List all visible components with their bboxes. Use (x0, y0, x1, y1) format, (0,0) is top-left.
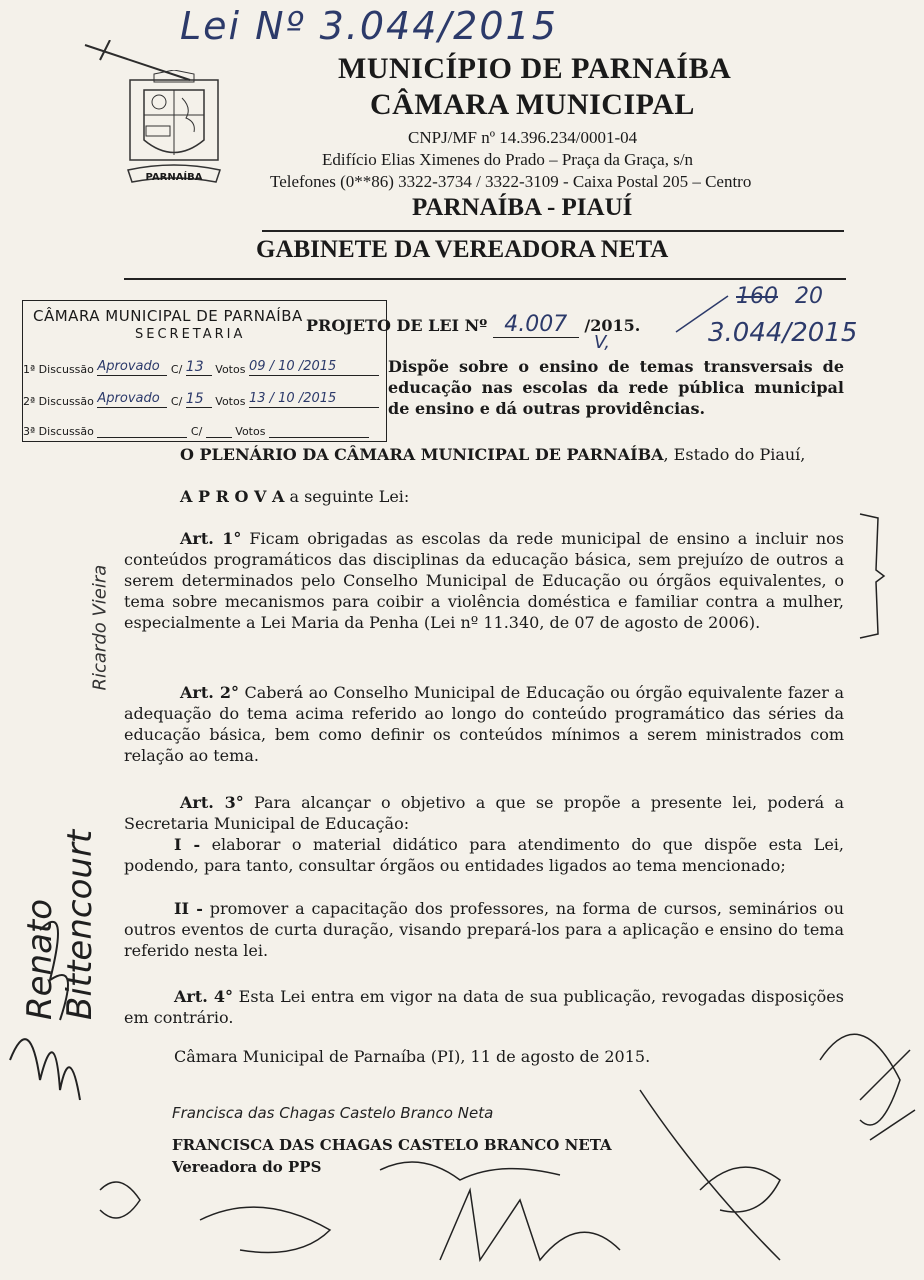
row2-votes: 13 / 10 /2015 (249, 391, 379, 408)
header-address: Edifício Elias Ximenes do Prado – Praça da Graça, s/n (322, 150, 694, 169)
article-4-label: Art. 4° (174, 987, 234, 1006)
handwritten-law-number: 3.044/2015 (708, 318, 858, 348)
project-prefix: PROJETO DE LEI Nº (306, 316, 488, 335)
row1-label: 1ª Discussão (23, 363, 94, 376)
new-number: 20 (795, 284, 823, 309)
seal-banner-text: PARNAÍBA (145, 172, 203, 183)
plenary-rest: , Estado do Piauí, (663, 445, 806, 464)
date-line: Câmara Municipal de Parnaíba (PI), 11 de agosto de 2015. (174, 1047, 651, 1066)
row1-count-label: C/ (170, 363, 183, 376)
handwritten-v-mark: V, (594, 332, 610, 353)
stamp-title: CÂMARA MUNICIPAL DE PARNAÍBA (33, 307, 303, 325)
header-municipality: MUNICÍPIO DE PARNAÍBA (338, 52, 732, 85)
item-1-text: elaborar o material didático para atendimento do que dispõe esta Lei, podendo, para tanto, consultar órgãos ou entidades ligados ao tema mencionado; (124, 835, 844, 875)
row1-count: 13 (186, 359, 212, 376)
project-suffix: /2015. (584, 316, 641, 335)
handwritten-margin-name-2: Ricardo Vieira (89, 564, 111, 691)
row2-votes-label: Votos (215, 395, 246, 408)
article-1-label: Art. 1° (180, 529, 242, 548)
project-number: 4.007 (493, 312, 579, 338)
header-cnpj: CNPJ/MF nº 14.396.234/0001-04 (408, 128, 638, 147)
project-summary: Dispõe sobre o ensino de temas transversais de educação nas escolas da rede pública municipal de ensino e dá outras providências. (388, 357, 844, 418)
handwritten-signature-name: Francisca das Chagas Castelo Branco Neta (172, 1104, 494, 1122)
header-phones: Telefones (0**86) 3322-3734 / 3322-3109 - Caixa Postal 205 – Centro (270, 172, 752, 191)
row1-votes: 09 / 10 /2015 (249, 359, 379, 376)
row3-count-label: C/ (190, 425, 203, 438)
row1-text: Aprovado (97, 359, 167, 376)
plenary-bold: O PLENÁRIO DA CÂMARA MUNICIPAL DE PARNAÍBA (180, 445, 664, 464)
item-2-label: II - (174, 899, 203, 918)
row2-text: Aprovado (97, 391, 167, 408)
row3-label: 3ª Discussão (23, 425, 94, 438)
handwritten-margin-name-1: Renato Bittencourt (20, 829, 100, 1020)
stamp-subtitle: SECRETARIA (135, 327, 246, 342)
handwritten-law-title: Lei Nº 3.044/2015 (180, 4, 558, 48)
approves-bold: A P R O V A (180, 487, 285, 506)
article-2-label: Art. 2° (180, 683, 239, 702)
article-3-text: Para alcançar o objetivo a que se propõe a presente lei, poderá a Secretaria Municipal de Educação: (124, 793, 844, 833)
row1-votes-label: Votos (215, 363, 246, 376)
row3-votes-label: Votos (235, 425, 266, 438)
header-city: PARNAÍBA - PIAUÍ (412, 194, 633, 221)
item-1-label: I - (174, 835, 201, 854)
article-3-label: Art. 3° (180, 793, 244, 812)
article-2-text: Caberá ao Conselho Municipal de Educação ou órgão equivalente fazer a adequação do tema acima referido ao longo do conteúdo programático das séries da educação básica, bem como definir os conteúdos mínimos a serem ministrados com relação ao tema. (124, 683, 844, 765)
row2-count-label: C/ (170, 395, 183, 408)
row2-count: 15 (186, 391, 212, 408)
signatory-name: FRANCISCA DAS CHAGAS CASTELO BRANCO NETA (172, 1136, 612, 1154)
article-1-text: Ficam obrigadas as escolas da rede municipal de ensino a incluir nos conteúdos programáticos das disciplinas da educação básica, sem prejuízo de outros a serem determinados pelo Conselho Municipal de Educação ou órgãos equivalentes, o tema sobre mecanismos para coibir a violência doméstica e familiar contra a mulher, especialmente a Lei Maria da Penha (Lei nº 11.340, de 07 de agosto de 2006). (124, 529, 845, 632)
approves-rest: a seguinte Lei: (284, 487, 410, 506)
struck-number: 160 (736, 284, 778, 309)
article-4-text: Esta Lei entra em vigor na data de sua publicação, revogadas disposições em contrário. (124, 987, 844, 1027)
signatory-role: Vereadora do PPS (172, 1158, 322, 1176)
header-chamber: CÂMARA MUNICIPAL (370, 88, 695, 121)
cabinet-title: GABINETE DA VEREADORA NETA (256, 236, 669, 263)
row2-label: 2ª Discussão (23, 395, 94, 408)
item-2-text: promover a capacitação dos professores, na forma de cursos, seminários ou outros eventos de curta duração, visando prepará-los para a aplicação e ensino do tema referido nesta lei. (124, 899, 844, 960)
